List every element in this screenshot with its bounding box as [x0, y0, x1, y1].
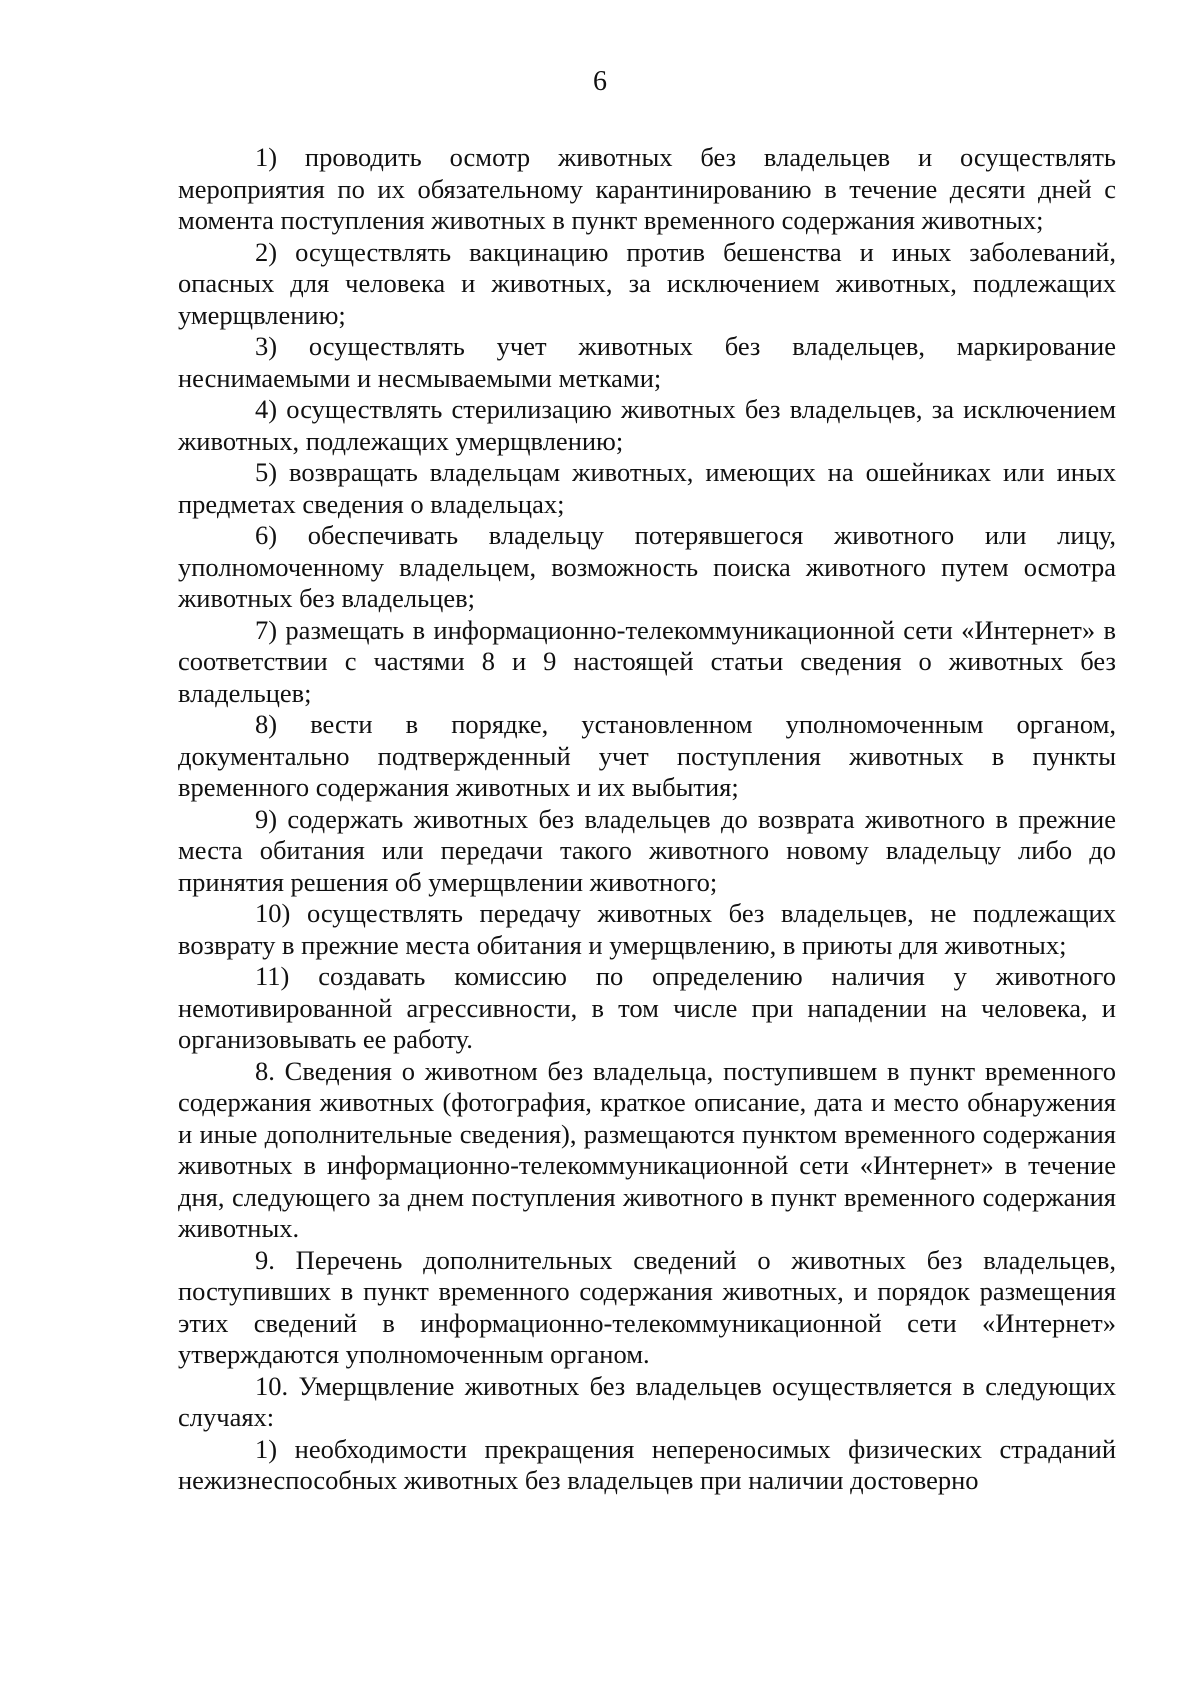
list-item-6-owner-search: 6) обеспечивать владельцу потерявшегося животного или лицу, уполномоченному владельцем, возможность поиска животного путем осмотра животных без владельцев;	[178, 520, 1116, 613]
section-10-euthanasia-cases: 10. Умерщвление животных без владельцев осуществляется в следующих случаях:	[178, 1370, 1116, 1432]
page-number: 6	[593, 66, 607, 97]
list-item-9-keeping-animals: 9) содержать животных без владельцев до возврата животного в прежние места обитания или передачи такого животного новому владельцу либо до принятия решения об умерщвлении животного;	[178, 803, 1116, 897]
list-item-5-return-to-owners: 5) возвращать владельцам животных, имеющих на ошейниках или иных предметах сведения о владельцах;	[178, 457, 1116, 519]
list-item-7-internet-publication: 7) размещать в информационно-телекоммуникационной сети «Интернет» в соответствии с частями 8 и 9 настоящей статьи сведения о животных без владельцев;	[178, 614, 1116, 708]
section-8-information-publication: 8. Сведения о животном без владельца, поступившем в пункт временного содержания животных (фотография, краткое описание, дата и место обнаружения и иные дополнительные сведения), размещаются пунктом временного содержания животных в информационно-телекоммуникационной сети «Интернет» в течение дня, следующего за днем поступления животного в пункт временного содержания животных.	[178, 1055, 1116, 1243]
document-body	[178, 142, 1116, 1497]
list-item-11-aggression-commission: 11) создавать комиссию по определению наличия у животного немотивированной агрессивности, в том числе при нападении на человека, и организовывать ее работу.	[178, 961, 1116, 1054]
list-item-3-registration: 3) осуществлять учет животных без владельцев, маркирование неснимаемыми и несмываемыми метками;	[178, 331, 1116, 393]
list-item-10-transfer-to-shelters: 10) осуществлять передачу животных без владельцев, не подлежащих возврату в прежние места обитания и умерщвлению, в приюты для животных;	[178, 898, 1116, 960]
list-item-8-record-keeping: 8) вести в порядке, установленном уполномоченным органом, документально подтвержденный учет поступления животных в пункты временного содержания животных и их выбытия;	[178, 709, 1116, 802]
list-item-4-sterilization: 4) осуществлять стерилизацию животных без владельцев, за исключением животных, подлежащих умерщвлению;	[178, 394, 1116, 456]
section-9-additional-information: 9. Перечень дополнительных сведений о животных без владельцев, поступивших в пункт временного содержания животных, и порядок размещения этих сведений в информационно-телекоммуникационной сети «Интернет» утверждаются уполномоченным органом.	[178, 1244, 1116, 1369]
list-item-1-vet-inspection: 1) проводить осмотр животных без владельцев и осуществлять мероприятия по их обязательному карантинированию в течение десяти дней с момента поступления животных в пункт временного содержания животных;	[178, 142, 1116, 235]
euthanasia-case-1: 1) необходимости прекращения непереносимых физических страданий нежизнеспособных животных без владельцев при наличии достоверно	[178, 1433, 1116, 1495]
list-item-2-vaccination: 2) осуществлять вакцинацию против бешенства и иных заболеваний, опасных для человека и животных, за исключением животных, подлежащих умерщвлению;	[178, 236, 1116, 330]
